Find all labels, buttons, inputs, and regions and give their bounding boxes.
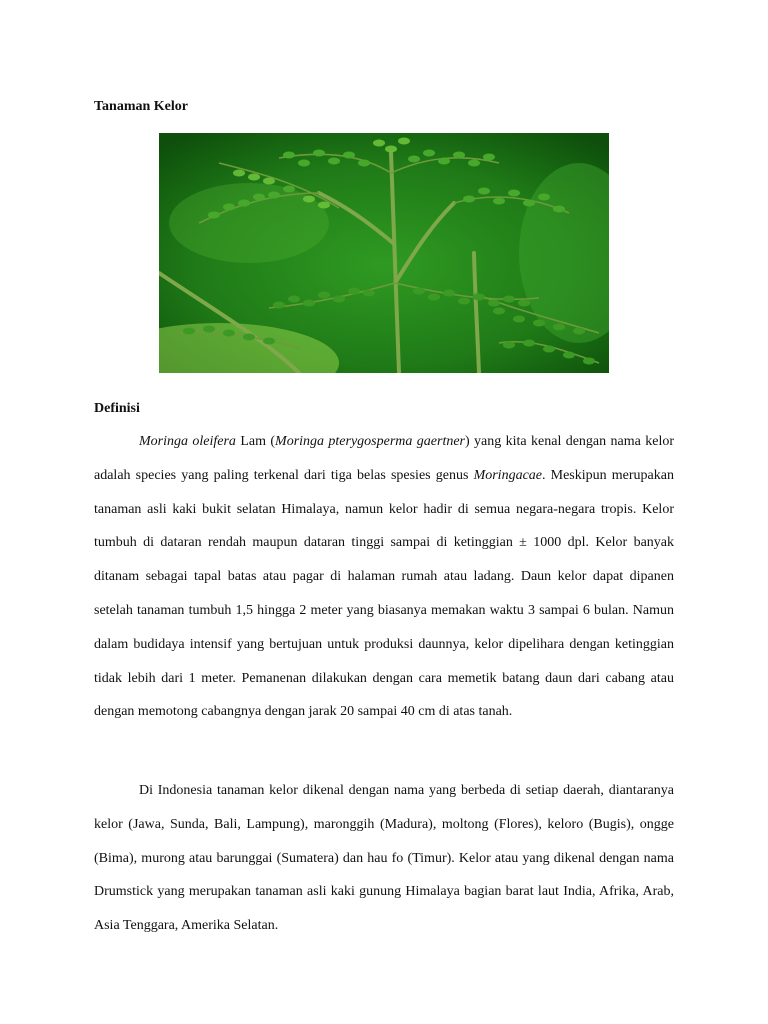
synonym-name: Moringa pterygosperma gaertner	[275, 434, 465, 449]
section-heading-definisi: Definisi	[94, 401, 140, 416]
species-name: Moringa oleifera	[139, 434, 236, 449]
moringa-plant-photo	[159, 133, 609, 373]
moringa-plant-illustration	[159, 133, 609, 373]
genus-name: Moringacae	[473, 467, 542, 483]
paragraph-definition	[94, 425, 674, 729]
paragraph-text: . Meskipun merupakan tanaman asli kaki bukit selatan Himalaya, namun kelor hadir di semua negara-negara tropis. Kelor tumbuh di dataran rendah maupun dataran tinggi sampai di ketinggian ± 1000 dpl. Kelor banyak ditanam sebagai tapal batas atau pagar di halaman rumah atau ladang. Daun kelor dapat dipanen setelah tanaman tumbuh 1,5 hingga 2 meter yang biasanya memakan waktu 3 sampai 6 bulan. Namun dalam budidaya intensif yang bertujuan untuk produksi daunnya, kelor dipelihara dengan ketinggian tidak lebih dari 1 meter. Pemanenan dilakukan dengan cara memetik batang daun dari cabang atau dengan memotong cabangnya dengan jarak 20 sampai 40 cm di atas tanah.	[94, 467, 674, 720]
page-title: Tanaman Kelor	[94, 99, 188, 114]
paragraph-text: ) yang kita kenal dengan nama kelor adalah species yang paling terkenal dari tiga belas spesies genus	[94, 434, 674, 483]
paragraph-indonesia: Di Indonesia tanaman kelor dikenal dengan nama yang berbeda di setiap daerah, diantaranya kelor (Jawa, Sunda, Bali, Lampung), maronggih (Madura), moltong (Flores), keloro (Bugis), ongge (Bima), murong atau barunggai (Sumatera) dan hau fo (Timur). Kelor atau yang dikenal dengan nama Drumstick yang merupakan tanaman asli kaki gunung Himalaya bagian barat laut India, Afrika, Arab, Asia Tenggara, Amerika Selatan.	[94, 783, 674, 934]
paragraph-text: Lam (	[235, 434, 276, 449]
